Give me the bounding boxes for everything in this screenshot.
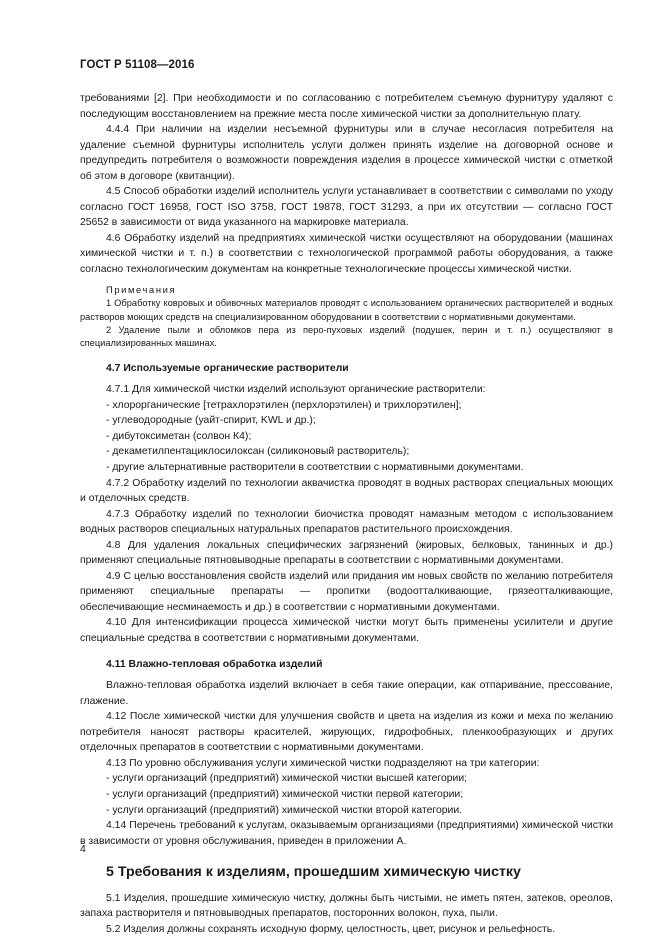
paragraph: 5.1 Изделия, прошедшие химическую чистку, должны быть чистыми, не иметь пятен, затеков, ореолов, запаха растворителя и пятновыводных препаратов, посторонних волокон, пуха, пыли. — [80, 892, 613, 920]
paragraph: 4.6 Обработку изделий на предприятиях химической чистки осуществляют на оборудовании (машинах химической чистки и т. п.) в соответствии с технологической программой работы оборудования, а также согласно технологическим документам на конкретные технологические процессы химической чистки. — [80, 232, 613, 276]
paragraph: Влажно-тепловая обработка изделий включает в себя такие операции, как отпаривание, прессование, глажение. — [80, 680, 613, 707]
paragraph: 4.9 С целью восстановления свойств изделий или придания им новых свойств по желанию потребителя применяют специальные препараты — пропитки (водоотталкивающие, грязеотталкивающие, обеспечивающие несминаемость и др.) в соответствии с нормативными документами. — [80, 570, 613, 613]
paragraph: 4.10 Для интенсификации процесса химической чистки могут быть применены усилители и другие специальные средства в соответствии с нормативными документами. — [80, 617, 613, 645]
paragraph: 4.7.1 Для химической чистки изделий используют органические растворители: — [106, 384, 486, 396]
paragraph-continuation: требованиями [2]. При необходимости и по согласованию с потребителем съемную фурнитуру удаляют с последующим восстановлением на прежние места после химической чистки за дополнительную плату. — [80, 93, 613, 120]
list-item: - услуги организаций (предприятий) химической чистки второй категории. — [106, 804, 463, 816]
subsection-heading: 4.11 Влажно-тепловая обработка изделий — [106, 658, 323, 670]
list-item: - другие альтернативные растворители в соответствии с нормативными документами. — [106, 462, 524, 474]
page-number: 4 — [80, 843, 86, 855]
list-item: - услуги организаций (предприятий) химической чистки первой категории; — [106, 788, 464, 800]
notes-heading: Примечания — [106, 283, 177, 295]
list-item: - дибутоксиметан (солвон К4); — [106, 430, 252, 442]
list-item: - услуги организаций (предприятий) химической чистки высшей категории; — [106, 773, 468, 785]
document-body — [80, 91, 613, 937]
paragraph: 4.4.4 При наличии на изделии несъемной фурнитуры или в случае несогласия потребителя на удаление съемной фурнитуры исполнитель услуги должен принять изделие на договорной основе и предупредить потребителя о возможности повреждения изделия в процессе химической чистки с отметкой об этом в договоре (квитанции). — [80, 124, 613, 182]
note-item: 1 Обработку ковровых и обивочных материалов проводят с использованием органических растворителей и водных растворов моющих средств на специализированном оборудовании в соответствии с нормативными документами. — [80, 298, 613, 322]
section-heading: 5 Требования к изделиям, прошедшим химическую чистку — [106, 864, 521, 881]
paragraph: 4.8 Для удаления локальных специфических загрязнений (жировых, белковых, танинных и др.) применяют специальные пятновыводные препараты в соответствии с нормативными документами. — [80, 539, 613, 567]
note-item: 2 Удаление пыли и обломков пера из перо-пуховых изделий (подушек, перин и т. п.) осуществляют в специализированных машинах. — [80, 324, 613, 349]
list-item: - декаметилпентациклосилоксан (силиконовый растворитель); — [106, 446, 410, 458]
subsection-heading: 4.7 Используемые органические растворители — [106, 362, 349, 374]
paragraph: 4.7.3 Обработку изделий по технологии биочистка проводят намазным методом с использованием водных растворов специальных натуральных препаратов растительного происхождения. — [80, 508, 613, 536]
document-header: ГОСТ Р 51108—2016 — [80, 59, 195, 71]
paragraph: 4.5 Способ обработки изделий исполнитель услуги устанавливает в соответствии с символами по уходу согласно ГОСТ 16958, ГОСТ ISO 3758, ГОСТ 19878, ГОСТ 31293, а при их отсутствии — согласно ГОСТ 25652 в зависимости от вида указанного на маркировке материала. — [80, 186, 613, 229]
paragraph: 4.13 По уровню обслуживания услуги химической чистки подразделяют на три категории: — [106, 757, 540, 769]
paragraph: 5.2 Изделия должны сохранять исходную форму, целостность, цвет, рисунок и рельефность. — [106, 923, 556, 935]
list-item: - хлорорганические [тетрахлорэтилен (перхлорэтилен) и трихлорэтилен]; — [106, 399, 462, 411]
list-item: - углеводородные (уайт-спирит, KWL и др.); — [106, 415, 316, 427]
paragraph: 4.12 После химической чистки для улучшения свойств и цвета на изделия из кожи и меха по желанию потребителя наносят растворы красителей, жирующих, гидрофобных, пленкообразующих и других отделочных препаратов в соответствии с нормативными документами. — [80, 711, 613, 754]
paragraph: 4.7.2 Обработку изделий по технологии аквачистка проводят в водных растворах специальных моющих и отделочных средств. — [80, 477, 613, 505]
paragraph: 4.14 Перечень требований к услугам, оказываемым организациями (предприятиями) химической чистки в зависимости от уровня обслуживания, приведен в приложении А. — [80, 820, 613, 847]
